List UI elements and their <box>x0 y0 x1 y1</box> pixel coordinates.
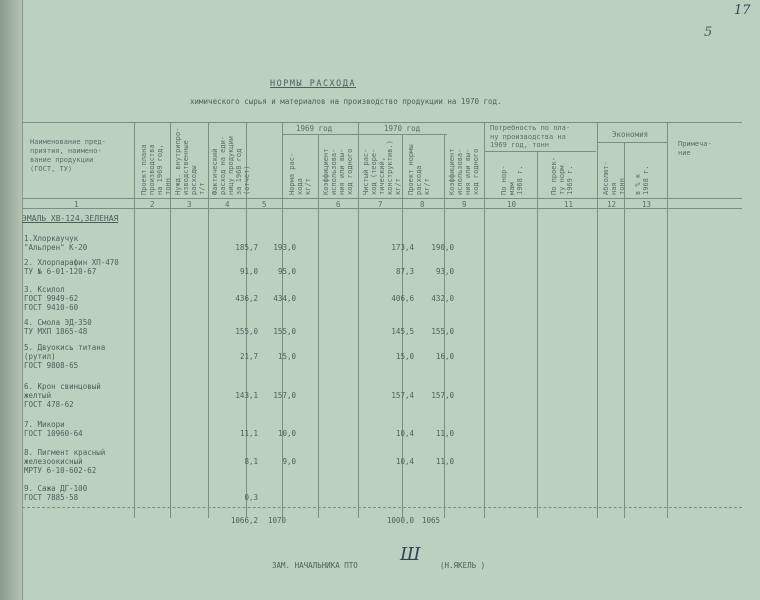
row-proj-1970: 11,0 <box>435 429 454 438</box>
totals-dashed-rule <box>22 507 742 508</box>
col-number-6: 6 <box>336 200 341 209</box>
form-sheet <box>22 0 760 600</box>
col-line-12 <box>597 122 598 518</box>
row-net-1970: 87,3 <box>395 267 414 276</box>
col-number-5: 5 <box>262 200 267 209</box>
group-rule-need <box>484 151 596 152</box>
header-col-name: Наименование пред- приятия, наимено- вание продукции (ГОСТ, ТУ) <box>30 138 106 173</box>
header-col-4: Норма рас- хода кг/т <box>288 152 312 195</box>
row-net-1970: 406,6 <box>391 294 414 303</box>
header-col-6: Чистый рас- ход (теоре- тический, конструктив.) кг/т <box>362 140 402 195</box>
header-col-3: Фактический расход на еди- ницу продукции за 1968 год (отчет) <box>211 135 251 195</box>
col-line-10 <box>484 122 485 518</box>
col-line-1 <box>134 122 135 518</box>
col-number-9: 9 <box>462 200 467 209</box>
total-norm69: 1070 <box>267 516 286 525</box>
col-number-4: 4 <box>225 200 230 209</box>
row-net-1970: 15,0 <box>395 352 414 361</box>
row-norm-1969: 157,0 <box>273 391 296 400</box>
row-fact-1968: 8,1 <box>244 457 258 466</box>
row-net-1970: 10,4 <box>395 429 414 438</box>
header-top-rule <box>22 122 742 123</box>
row-norm-1969: 9,0 <box>282 457 296 466</box>
col-number-2: 2 <box>150 200 155 209</box>
group-rule-1969-1970 <box>282 134 447 135</box>
binding-edge <box>0 0 23 600</box>
col-number-8: 8 <box>420 200 425 209</box>
row-net-1970: 173,4 <box>391 243 414 252</box>
pencil-number: 5 <box>704 25 713 40</box>
sheet-number: 17 <box>734 3 751 18</box>
col-number-10: 10 <box>507 200 517 209</box>
header-col-12: в % к 1968 г. <box>634 165 650 195</box>
header-group-econ: Экономия <box>612 130 649 139</box>
row-material-name: 9. Сажа ДГ-100 ГОСТ 7885-58 <box>24 484 88 502</box>
row-net-1970: 10,4 <box>395 457 414 466</box>
row-norm-1969: 95,0 <box>277 267 296 276</box>
row-proj-1970: 190,0 <box>431 243 454 252</box>
row-fact-1968: 11,1 <box>239 429 258 438</box>
row-norm-1969: 193,0 <box>273 243 296 252</box>
col-line-6 <box>318 134 319 518</box>
row-proj-1970: 432,0 <box>431 294 454 303</box>
header-col-9: По нор- мам 1968 г. <box>500 165 524 195</box>
header-col-8: Коэффициент использова- ния или вы- ход годного <box>448 148 480 195</box>
row-material-name: 5. Двуокись титана (рутил) ГОСТ 9808-65 <box>24 343 106 370</box>
row-proj-1970: 93,0 <box>435 267 454 276</box>
total-proj70: 1065 <box>421 516 440 525</box>
row-material-name: 1.Хлоркаучук "Альпрен" К-20 <box>24 234 88 252</box>
row-proj-1970: 16,0 <box>435 352 454 361</box>
col-number-7: 7 <box>378 200 383 209</box>
header-group-1970: 1970 год <box>384 124 421 133</box>
row-proj-1970: 11,0 <box>435 457 454 466</box>
header-group-need: Потребность по пла- ну производства на 1969 год, тонн <box>490 124 571 149</box>
col-number-13: 13 <box>642 200 652 209</box>
header-bottom-rule <box>22 198 742 199</box>
row-norm-1969: 15,0 <box>277 352 296 361</box>
col-line-7 <box>358 122 359 518</box>
row-proj-1970: 157,0 <box>431 391 454 400</box>
doc-subtitle: химического сырья и материалов на производство продукции на 1970 год. <box>190 97 502 106</box>
row-material-name: 7. Микори ГОСТ 10960-64 <box>24 420 83 438</box>
header-col-11: Абсолют- ная тонн <box>602 161 626 195</box>
group-rule-econ <box>597 142 667 143</box>
header-col-10: По проек- ту норм 1969 г. <box>550 157 574 195</box>
row-norm-1969: 10,0 <box>277 429 296 438</box>
col-line-13 <box>624 142 625 518</box>
row-material-name: 4. Смола ЭД-350 ТУ МХП 1865-48 <box>24 318 92 336</box>
col-number-12: 12 <box>607 200 617 209</box>
row-material-name: 3. Ксилол ГОСТ 9949-62 ГОСТ 9410-60 <box>24 285 79 312</box>
signature-autograph: Ш <box>400 544 421 565</box>
row-norm-1969: 155,0 <box>273 327 296 336</box>
header-col-13: Примеча- ние <box>678 140 712 157</box>
doc-title: НОРМЫ РАСХОДА <box>270 79 357 89</box>
header-group-1969: 1969 год <box>296 124 333 133</box>
header-col-5: Коэффициент использова- ния или вы- ход годного <box>322 148 354 195</box>
row-net-1970: 145,5 <box>391 327 414 336</box>
col-number-1: 1 <box>74 200 79 209</box>
row-fact-1968: 91,0 <box>239 267 258 276</box>
row-net-1970: 157,4 <box>391 391 414 400</box>
row-norm-1969: 434,0 <box>273 294 296 303</box>
header-col-7: Проект нормы расхода кг/т <box>407 144 431 195</box>
row-material-name: 2. Хлорпарафин ХП-470 ТУ № 6-01-120-67 <box>24 258 119 276</box>
header-col-1: Проект плана производства на 1969 год, тонн <box>140 144 172 195</box>
signature-name: (Н.ЯКЕЛЬ ) <box>440 561 486 570</box>
col-number-3: 3 <box>187 200 192 209</box>
row-fact-1968: 0,3 <box>244 493 258 502</box>
total-net70: 1000,0 <box>386 516 414 525</box>
col-line-3 <box>208 122 209 518</box>
row-material-name: 6. Крон свинцовый желтый ГОСТ 478-62 <box>24 382 101 409</box>
row-fact-1968: 185,7 <box>235 243 258 252</box>
row-fact-1968: 21,7 <box>239 352 258 361</box>
col-number-11: 11 <box>564 200 574 209</box>
row-proj-1970: 155,0 <box>431 327 454 336</box>
row-material-name: 8. Пигмент красный железоокисный МРТУ 6-10-602-62 <box>24 448 106 475</box>
signature-label: ЗАМ. НАЧАЛЬНИКА ПТО <box>272 561 358 570</box>
header-col-2: Нужд. внутрипро- изводственные расходы т/т <box>174 127 206 195</box>
col-line-11 <box>537 151 538 518</box>
row-fact-1968: 143,1 <box>235 391 258 400</box>
row-fact-1968: 436,2 <box>235 294 258 303</box>
row-fact-1968: 155,0 <box>235 327 258 336</box>
section-title: ЭМАЛЬ ХВ-124,ЗЕЛЕНАЯ <box>22 214 119 223</box>
col-line-14 <box>667 122 668 518</box>
total-fact: 1066,2 <box>230 516 258 525</box>
